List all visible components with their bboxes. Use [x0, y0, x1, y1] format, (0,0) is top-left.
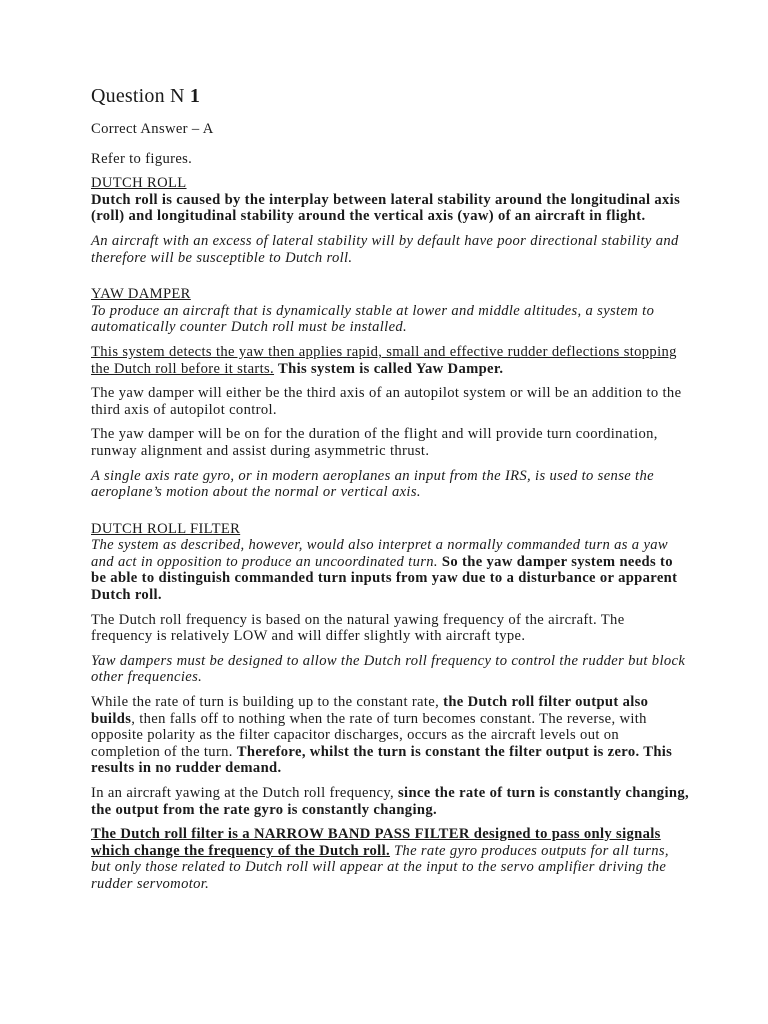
correct-answer: Correct Answer – A — [91, 121, 214, 137]
filter-p5-a: In an aircraft yawing at the Dutch roll frequency, — [91, 785, 399, 801]
yaw-damper-axis-paragraph: The yaw damper will either be the third axis of an autopilot system or will be an addition to the third axis of autopilot control. — [91, 385, 682, 418]
dutch-roll-heading: DUTCH ROLL — [91, 175, 187, 192]
filter-p4-d: Therefore, whilst the turn is constant the filter output is zero. This results in no rudder demand. — [91, 743, 673, 777]
question-number: 1 — [189, 85, 201, 107]
question-prefix: Question N — [91, 85, 190, 107]
filter-p6-italic: The rate gyro produces outputs for all turns, but only those related to Dutch roll will appear at the input to the servo amplifier driving the rudder servomotor. — [91, 842, 669, 892]
filter-p4-c: , then falls off to nothing when the rate of turn becomes constant. The reverse, with opposite polarity as the filter capacitor discharges, occurs as the aircraft levels out on completion of the turn. — [91, 710, 647, 760]
filter-paragraph-1 — [91, 537, 689, 603]
filter-paragraph-4 — [91, 694, 689, 777]
dutch-roll-filter-heading: DUTCH ROLL FILTER — [91, 520, 241, 537]
yaw-damper-duration-paragraph: The yaw damper will be on for the duration of the flight and will provide turn coordination, runway alignment and assist during asymmetric thrust. — [91, 426, 658, 459]
filter-p1-italic: The system as described, however, would also interpret a normally commanded turn as a yaw and act in opposition to produce an uncoordinated turn. — [91, 537, 669, 570]
filter-paragraph-6 — [91, 826, 689, 892]
filter-paragraph-2: The Dutch roll frequency is based on the natural yawing frequency of the aircraft. The frequency is relatively LOW and will differ slightly with aircraft type. — [91, 611, 625, 645]
yaw-damper-system-paragraph — [91, 344, 689, 377]
yaw-damper-intro: To produce an aircraft that is dynamically stable at lower and middle altitudes, a system to automatically counter Dutch roll must be installed. — [91, 302, 655, 336]
question-title — [91, 84, 689, 108]
filter-paragraph-3: Yaw dampers must be designed to allow the Dutch roll frequency to control the rudder but block other frequencies. — [91, 652, 686, 686]
filter-p5-b: since the rate of turn is constantly changing, the output from the rate gyro is constantly changing. — [91, 785, 689, 818]
document-content — [91, 84, 689, 893]
filter-p4-a: While the rate of turn is building up to the constant rate, — [91, 694, 444, 711]
refer-to-figures: Refer to figures. — [91, 150, 193, 167]
filter-p4-b: the Dutch roll filter output also builds — [91, 694, 649, 727]
dutch-roll-stability-note: An aircraft with an excess of lateral stability will by default have poor directional stability and therefore will be susceptible to Dutch roll. — [91, 232, 679, 266]
filter-p6-bold-underline: The Dutch roll filter is a NARROW BAND PASS FILTER designed to pass only signals which change the frequency of the Dutch roll. — [91, 826, 661, 859]
filter-p1-bold: So the yaw damper system needs to be able to distinguish commanded turn inputs from yaw due to a disturbance or apparent Dutch roll. — [91, 553, 678, 604]
yaw-damper-heading: YAW DAMPER — [91, 286, 191, 303]
dutch-roll-definition: Dutch roll is caused by the interplay between lateral stability around the longitudinal axis (roll) and longitudinal stability around the vertical axis (yaw) of an aircraft in flight. — [91, 191, 681, 225]
yaw-damper-name-text: This system is called Yaw Damper. — [278, 360, 504, 377]
yaw-damper-gyro-paragraph: A single axis rate gyro, or in modern aeroplanes an input from the IRS, is used to sense the aeroplane’s motion about the normal or vertical axis. — [91, 467, 654, 501]
yaw-damper-detects-text: This system detects the yaw then applies rapid, small and effective rudder deflections stopping the Dutch roll before it starts. — [91, 343, 677, 377]
filter-paragraph-5 — [91, 785, 689, 818]
